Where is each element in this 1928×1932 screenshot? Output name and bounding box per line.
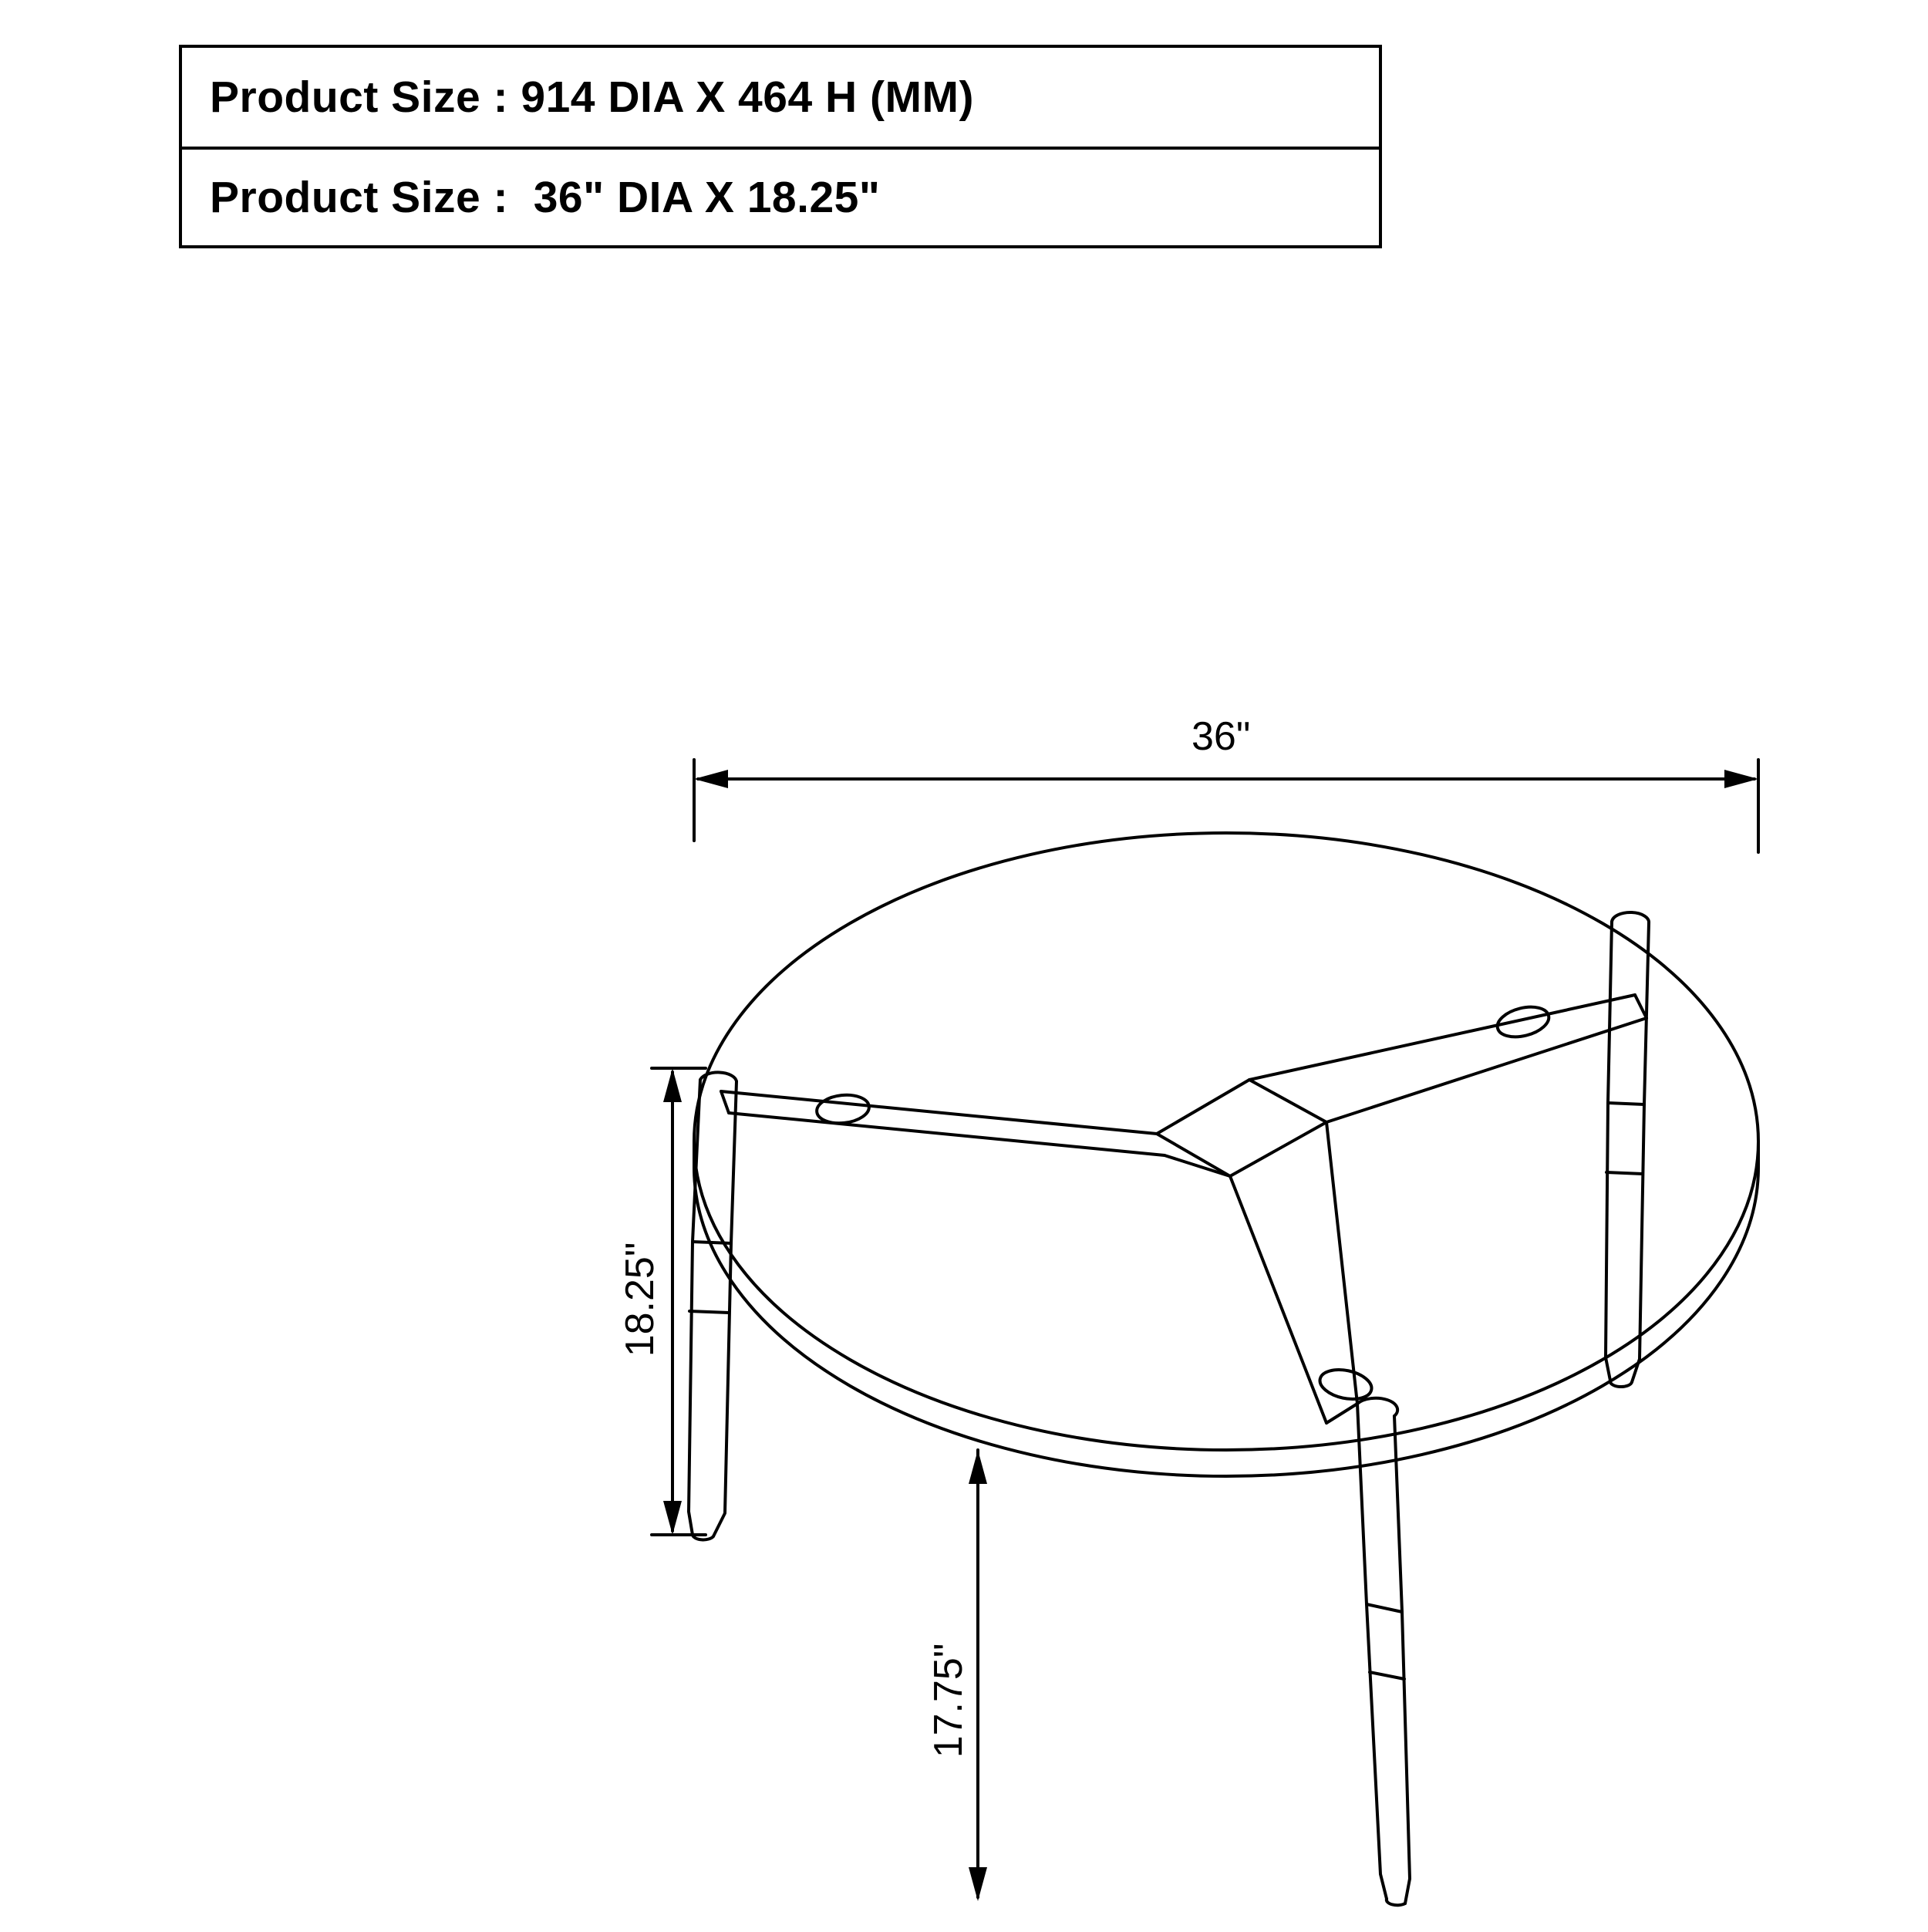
leg-front: [1357, 1398, 1410, 1905]
product-size-inch-label: Product Size : 36" DIA X 18.25": [210, 173, 881, 222]
table-top-outer: [694, 833, 1758, 1450]
height-dimension-label: 18.25": [618, 1242, 662, 1357]
leg-height-dimension-label: 17.75": [926, 1643, 971, 1758]
width-dimension-label: 36": [1192, 714, 1251, 759]
leg-left: [689, 1072, 736, 1539]
table-top-thickness: [694, 1168, 1758, 1476]
center-frame: [721, 995, 1647, 1423]
product-size-mm-label: Product Size : 914 DIA X 464 H (MM): [210, 72, 974, 122]
connector-caps: [815, 1002, 1552, 1403]
leg-right-back: [1606, 912, 1649, 1387]
width-dimension: [694, 760, 1758, 852]
